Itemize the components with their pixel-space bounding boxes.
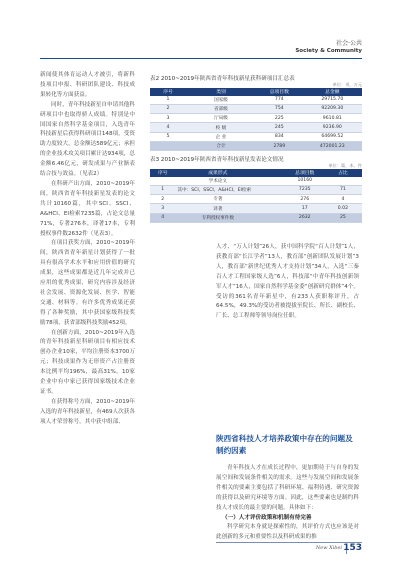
section-body [216, 464, 359, 543]
paragraph: 在获得称号方面，2010~2019年入选的青年科技新星，有469人次获各项人才荣誉称号，其中获中组部、 [40, 398, 135, 425]
table-row [150, 123, 362, 132]
table-cell: 834 [256, 132, 303, 141]
table-cell: 专著 [175, 195, 260, 204]
table-cell: 校 级 [186, 123, 256, 132]
table-cell: 71 [324, 185, 362, 194]
table-cell: 2789 [256, 141, 303, 150]
table-cell: 10160 [286, 177, 324, 186]
table-cell: 774 [256, 96, 303, 105]
table3-unit: 单位：篇，本，件 [328, 163, 362, 168]
section-label-en: Society & Community [295, 48, 362, 54]
column-header: 类别 [186, 88, 256, 96]
table-cell [260, 185, 285, 194]
table-cell: 225 [256, 114, 303, 123]
right-column [216, 243, 359, 322]
table-row [150, 104, 362, 113]
table-cell [260, 213, 285, 222]
section-heading: 陕西省科技人才培养政策中存在的问题及制约因素 [216, 434, 353, 455]
table-cell: 合计 [186, 141, 256, 150]
table-cell: 2632 [286, 213, 324, 222]
table-cell: 9610.81 [303, 114, 362, 123]
table-cell: 4 [324, 195, 362, 204]
page-footer [216, 542, 362, 555]
table-cell [260, 204, 285, 213]
table-cell: 译著 [175, 204, 260, 213]
column-header: 成果形式 [175, 169, 260, 177]
section-label-zh: 社会·公共 [336, 40, 362, 47]
table-row [150, 195, 362, 204]
table-cell [150, 177, 175, 186]
table-row [150, 114, 362, 123]
table-cell: 7235 [286, 185, 324, 194]
column-header: 占比 [324, 169, 362, 177]
column-header: 总金额 [303, 88, 362, 96]
table3-grid [150, 169, 362, 223]
table-cell: 厅局级 [186, 114, 256, 123]
table-cell [324, 177, 362, 186]
table-cell: 0.02 [324, 204, 362, 213]
table2-title: 表2 2010~2019年陕西省青年科技新星获科研项目汇总表 [150, 76, 295, 82]
table-row [150, 204, 362, 213]
table-cell: 245 [256, 123, 303, 132]
subheading: （一）人才评价政策和机制有待完善 [222, 514, 312, 521]
table3-title: 表3 2010~2019年陕西省青年科技新星发表论文情况 [150, 157, 284, 163]
table-cell: 9236.90 [303, 123, 362, 132]
table-cell: 29715.70 [303, 96, 362, 105]
table-cell: 国家级 [186, 96, 256, 105]
table-cell: 2 [150, 104, 186, 113]
paragraph: 在科研产出方面，2010~2019年间，陕西省青年科技新星发表的论文共计10160篇，其中SCI、SSCI、A&HCI、EI检索7235篇，占论文总量71%，专著276本，译著17本，专利授权事件数2632件（见表3）。 [40, 180, 135, 237]
table-cell: 专利授权事件数 [175, 213, 260, 222]
table-row [150, 177, 362, 186]
table-cell: 1 [150, 96, 186, 105]
magazine-brand: New Xibei [315, 545, 342, 551]
table-cell: 学术论文 [175, 177, 260, 186]
table-cell: 省部级 [186, 104, 256, 113]
header-rule [40, 58, 362, 59]
table-total-row [150, 141, 362, 150]
table-cell: 754 [256, 104, 303, 113]
paragraph: 人才、“万人计划”26人，获中国科学院“百人计划”1人，获教育部“长江学者”13人，教育部“创新团队发展计划”3人，教育部“新世纪优秀人才支持计划”34人，入选“三秦百人才工程国家级人选”6人，科技部“中青年科技创新领军人才”16人，国家自然科学基金委“创新研究群体”4个。受访的361名青年新星中，有233人获职称评升，占64.5%，49.3%的受访者被提拔至院长、所长、副校长、厂长、总工程师等领导岗位任职。 [216, 244, 359, 320]
table2-grid [150, 88, 362, 151]
table-cell: 2 [150, 195, 175, 204]
table-cell: 17 [286, 204, 324, 213]
column-header [260, 169, 285, 177]
column-header: 总项目数 [286, 169, 324, 177]
table-cell: 92209.30 [303, 104, 362, 113]
paragraph: 青年科技人才在成长过程中，更加期待于与自身的发展空间和发展条件相关的需求。这些与发展空间和发展条件相关的要素主要包括了科研环境、福利待遇、研究资源的获得以及研究环境等方面。因此，这些要素也是制约科技人才成长的最主要的问题。具体如下： [216, 465, 359, 511]
paragraph: 在项目获奖方面，2010~2019年间，陕西省青年新星计划获得了一批具有很高学术水平和应用价值的研究成果，这些成果都是近几年完成并已应用的优秀成果，研究内容涉及经济社会发展、资源化发展、医学、智能交通、材料等。有许多优秀成果还获得了各种奖励，其中获国家级科技奖励78项，获省部级科技奖励452项。 [40, 240, 135, 326]
table-row [150, 185, 362, 194]
table-cell [260, 177, 285, 186]
table-cell [260, 195, 285, 204]
table2 [150, 74, 362, 151]
column-header: 序号 [150, 169, 175, 177]
paragraph: 新闻使其体育运动人才被引，将新科技项目申报、科研团队建设、科技成果转化等方面获益。 [40, 72, 135, 98]
table-cell: 3 [150, 204, 175, 213]
table-cell: 1 [150, 185, 175, 194]
table-cell: 4 [150, 123, 186, 132]
table-cell: 4 [150, 213, 175, 222]
table-row [150, 96, 362, 105]
table-cell: 276 [286, 195, 324, 204]
table2-unit: 单位：项，万元 [332, 82, 362, 87]
page-number: 153 [343, 543, 362, 553]
left-column [40, 71, 135, 428]
paragraph: 科学研究本身就是探索性的，其评价方式也应该是对此创新的多元和重要性以及科研成果的推 [216, 524, 359, 541]
table-cell: 其中：SCI、SSCI、A&HCI、EI检索 [175, 185, 260, 194]
table-cell [150, 141, 186, 150]
table-cell: 25 [324, 213, 362, 222]
column-header: 总项目数 [256, 88, 303, 96]
table-cell: 64699.52 [303, 132, 362, 141]
table-row [150, 132, 362, 141]
table-cell: 472001.23 [303, 141, 362, 150]
column-header: 序号 [150, 88, 186, 96]
table-cell: 企 业 [186, 132, 256, 141]
section-header [295, 40, 362, 55]
table-cell: 5 [150, 132, 186, 141]
paragraph: 在创新方面，2010~2019年入选的青年科技新星科研项目有相应技术创办企业10家，平均注册资本3700万元；科技成果作为无形资产占注册资本比例平均196%，最高31%。10家企业中有中家已获得国家级技术企业证书。 [40, 329, 135, 395]
paragraph: 同时，青年科技新星自申请其他科研项目中也取得骄人成绩。特别是中国国家自然科学基金项目，入选青年科技新星后获得科研项目148项，受资助力度较大，总金额达589亿元；承担的企业技术攻关项目累计达934项，总金额6.46亿元，研发成果与产业渐表结合技与效益。（见表2） [40, 101, 135, 178]
table-row [150, 213, 362, 222]
table-cell: 3 [150, 114, 186, 123]
table3 [150, 155, 362, 223]
